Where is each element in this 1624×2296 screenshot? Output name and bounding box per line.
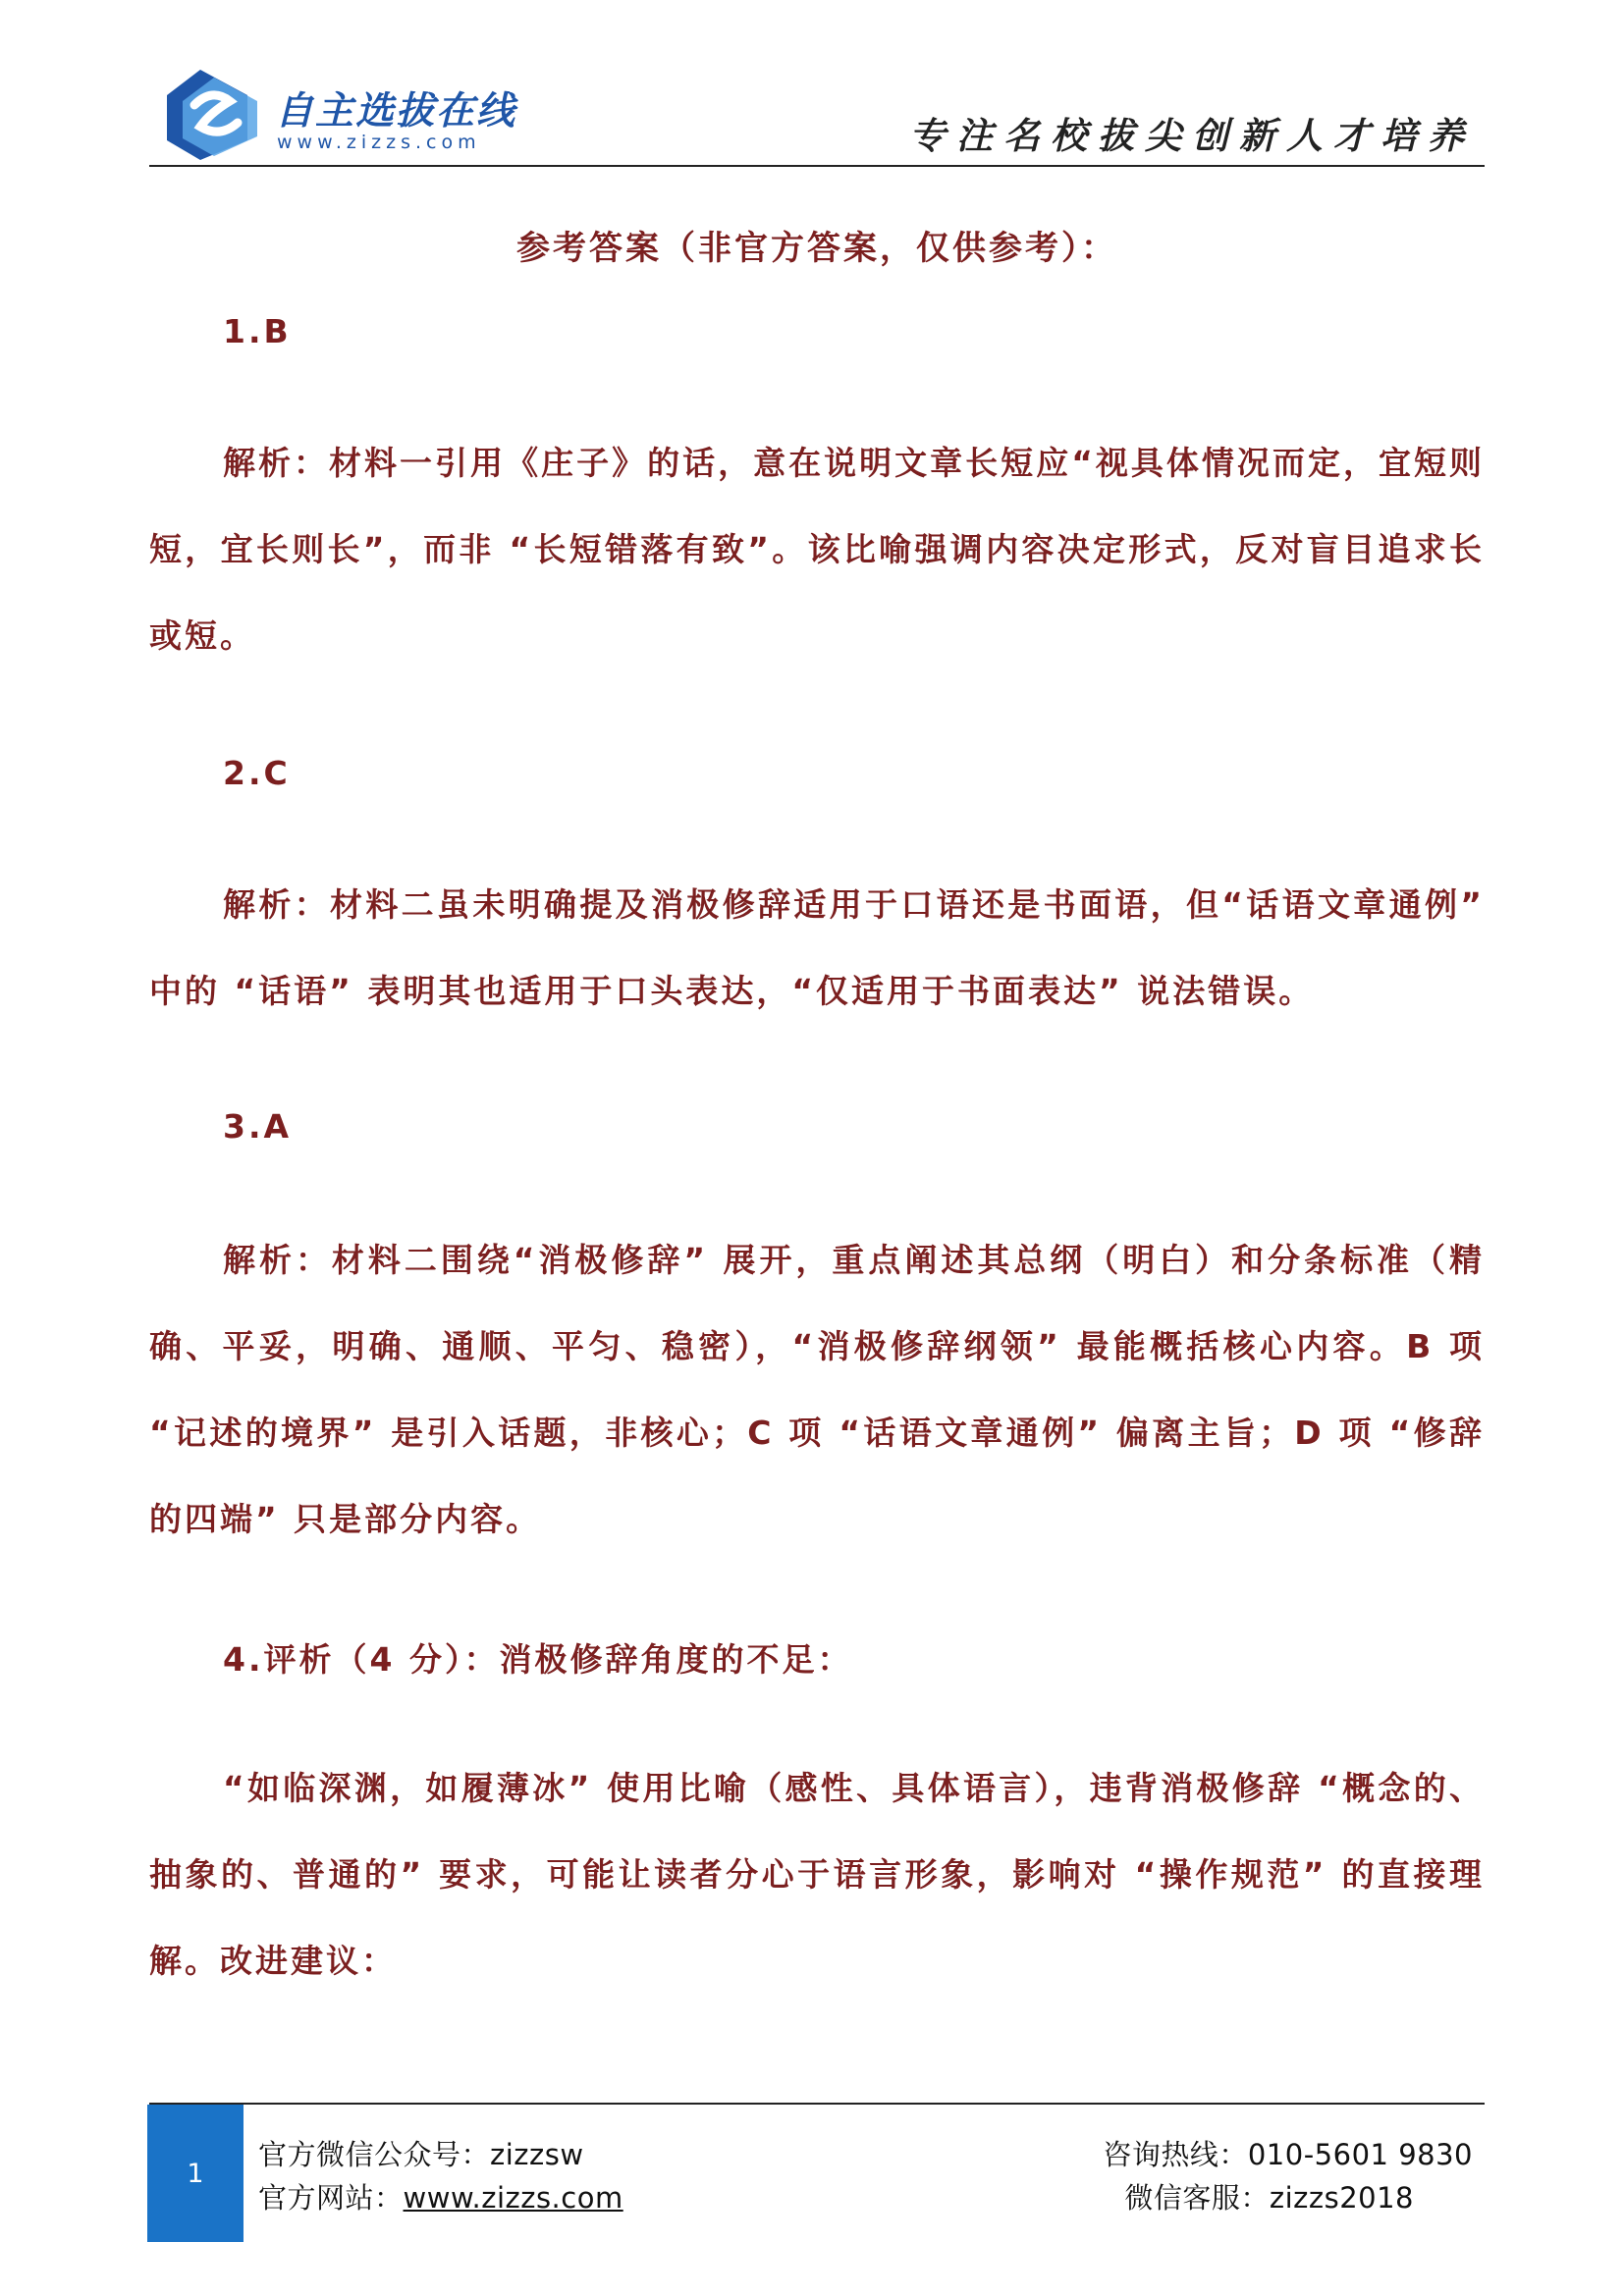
answer-title: 参考答案（非官方答案，仅供参考）： [516, 229, 1117, 268]
q2-answer: 2.C [223, 754, 291, 792]
service-value: zizzs2018 [1269, 2181, 1414, 2215]
hotline-label: 咨询热线： [1103, 2138, 1248, 2171]
footer-wechat-service [1124, 2176, 1414, 2216]
hotline-value: 010-5601 9830 [1247, 2138, 1473, 2171]
website-label: 官方网站： [258, 2181, 404, 2215]
header-slogan: 专注名校拔尖创新人才培养 [909, 114, 1475, 157]
footer-website [258, 2176, 623, 2216]
page-number: 1 [147, 2105, 244, 2242]
q3-answer: 3.A [223, 1107, 293, 1146]
site-logo[interactable] [155, 61, 528, 169]
logo-url: www.zizzs.com [277, 132, 481, 153]
wechat-public-value: zizzsw [490, 2138, 584, 2171]
q2-analysis: 解析：材料二虽未明确提及消极修辞适用于口语还是书面语，但“话语文章通例” 中的 “话语” 表明其也适用于口头表达，“仅适用于书面表达” 说法错误。 [149, 885, 1485, 1010]
footer-divider [149, 2103, 1485, 2105]
logo-mark-icon [155, 66, 271, 164]
q1-answer: 1.B [223, 312, 292, 350]
q1-analysis: 解析：材料一引用《庄子》的话，意在说明文章长短应“视具体情况而定，宜短则短，宜长则长”，而非 “长短错落有致”。该比喻强调内容决定形式，反对盲目追求长或短。 [149, 444, 1485, 655]
footer-hotline [1103, 2133, 1473, 2173]
logo-name: 自主选拔在线 [275, 88, 517, 133]
q4-text: “如临深渊，如履薄冰” 使用比喻（感性、具体语言），违背消极修辞 “概念的、抽象的、普通的” 要求，可能让读者分心于语言形象，影响对 “操作规范” 的直接理解。改进建议： [149, 1769, 1485, 1980]
website-link[interactable]: www.zizzs.com [403, 2181, 623, 2215]
q3-analysis: 解析：材料二围绕“消极修辞” 展开，重点阐述其总纲（明白）和分条标准（精确、平妥，明确、通顺、平匀、稳密），“消极修辞纲领” 最能概括核心内容。B 项 “记述的境界” 是引入话题，非核心；C 项 “话语文章通例” 偏离主旨；D 项 “修辞的四端” 只是部分内容。 [149, 1241, 1485, 1538]
footer-wechat-public [258, 2133, 584, 2173]
service-label: 微信客服： [1124, 2181, 1270, 2215]
q4-heading: 4.评析（4 分）：消极修辞角度的不足： [223, 1640, 853, 1679]
header-divider [149, 165, 1485, 167]
wechat-public-label: 官方微信公众号： [258, 2138, 491, 2171]
page-header [0, 0, 1624, 172]
